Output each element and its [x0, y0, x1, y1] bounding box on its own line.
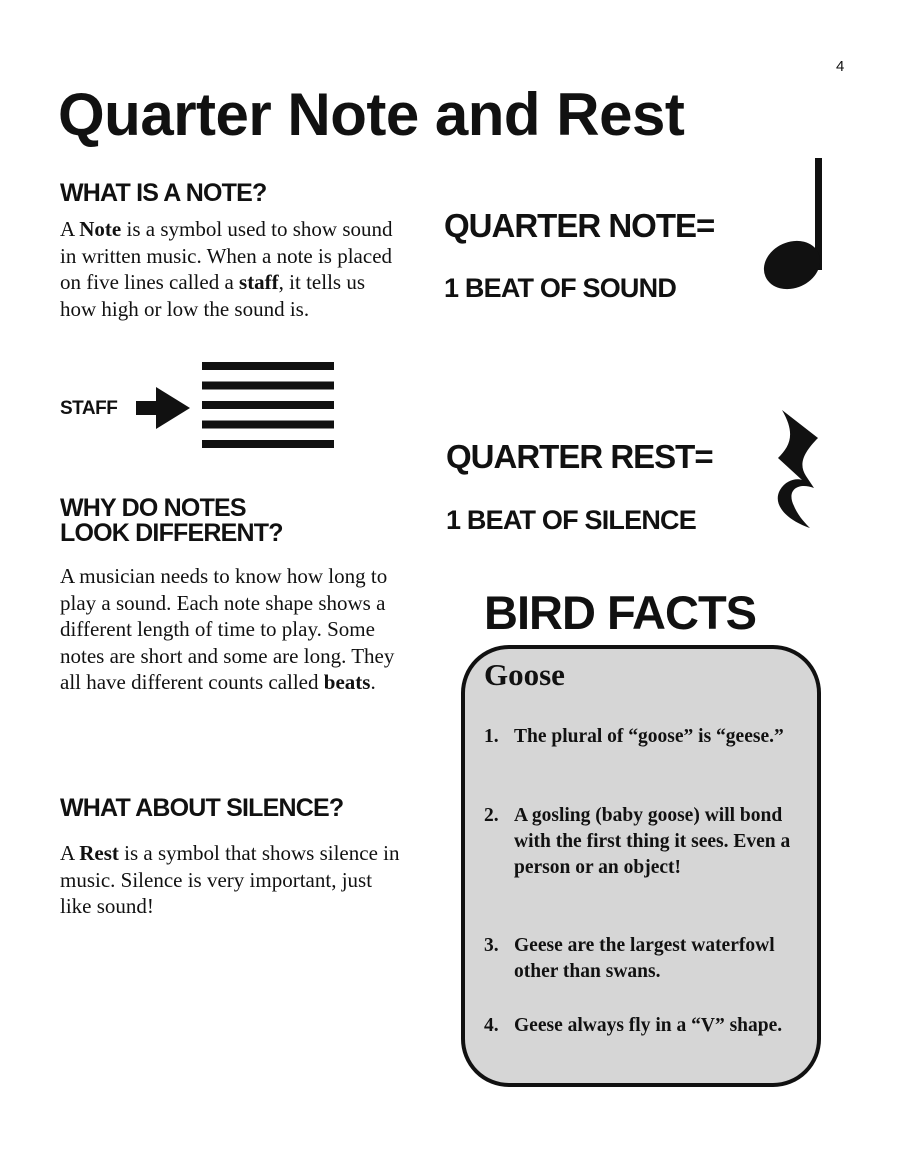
- note-paragraph: [60, 216, 400, 322]
- text-run: A musician needs to know how long to play a sound. Each note shape shows a different length of time to play. Some notes are short and some are long. They all have different counts called: [60, 564, 395, 694]
- fact-item: [484, 803, 814, 881]
- silence-paragraph: [60, 840, 400, 920]
- bird-name: Goose: [484, 657, 565, 692]
- fact-number: 3.: [484, 935, 499, 956]
- text-run: , it tells us how high or low the sound is.: [60, 270, 366, 321]
- fact-item: [484, 933, 814, 985]
- quarter-rest-value: 1 BEAT OF SILENCE: [446, 505, 696, 535]
- quarter-note-value: 1 BEAT OF SOUND: [444, 273, 677, 303]
- staff-lines-icon: [202, 362, 334, 448]
- bold-term-rest: Rest: [79, 841, 119, 865]
- text-run: .: [370, 670, 376, 694]
- page-title: Quarter Note and Rest: [58, 81, 685, 148]
- text-run: A: [60, 217, 80, 241]
- fact-text: A gosling (baby goose) will bond with the first thing it sees. Even a person or an object!: [514, 805, 791, 878]
- heading-line: WHY DO NOTES: [60, 494, 246, 522]
- fact-text: Geese always fly in a “V” shape.: [514, 1015, 783, 1036]
- fact-item: [484, 724, 814, 750]
- heading-line: LOOK DIFFERENT?: [60, 519, 283, 547]
- text-run: is a symbol that shows silence in music. Silence is very important, just like sound!: [60, 841, 400, 918]
- fact-item: [484, 1013, 814, 1039]
- quarter-note-icon: [760, 158, 826, 298]
- fact-number: 1.: [484, 726, 499, 747]
- text-run: A: [60, 841, 80, 865]
- fact-text: Geese are the largest waterfowl other than swans.: [514, 935, 775, 982]
- bird-facts-title: BIRD FACTS: [484, 586, 756, 639]
- arrow-right-icon: [136, 387, 192, 429]
- page-number: 4: [836, 58, 845, 75]
- bold-term-note: Note: [79, 217, 122, 241]
- different-paragraph: [60, 563, 400, 696]
- quarter-rest-label: QUARTER REST=: [446, 438, 713, 475]
- quarter-rest-icon: [764, 408, 826, 530]
- different-heading: [60, 496, 380, 546]
- text-run: is a symbol used to show sound in written music. When a note is placed on five lines called a: [60, 217, 393, 294]
- bold-term-staff: staff: [239, 270, 279, 294]
- fact-number: 2.: [484, 805, 499, 826]
- staff-label: STAFF: [60, 398, 118, 419]
- bold-term-beats: beats: [323, 670, 371, 694]
- fact-text: The plural of “goose” is “geese.”: [514, 726, 784, 747]
- fact-number: 4.: [484, 1015, 499, 1036]
- quarter-note-label: QUARTER NOTE=: [444, 207, 715, 244]
- silence-heading: WHAT ABOUT SILENCE?: [60, 794, 344, 822]
- note-heading: WHAT IS A NOTE?: [60, 179, 267, 207]
